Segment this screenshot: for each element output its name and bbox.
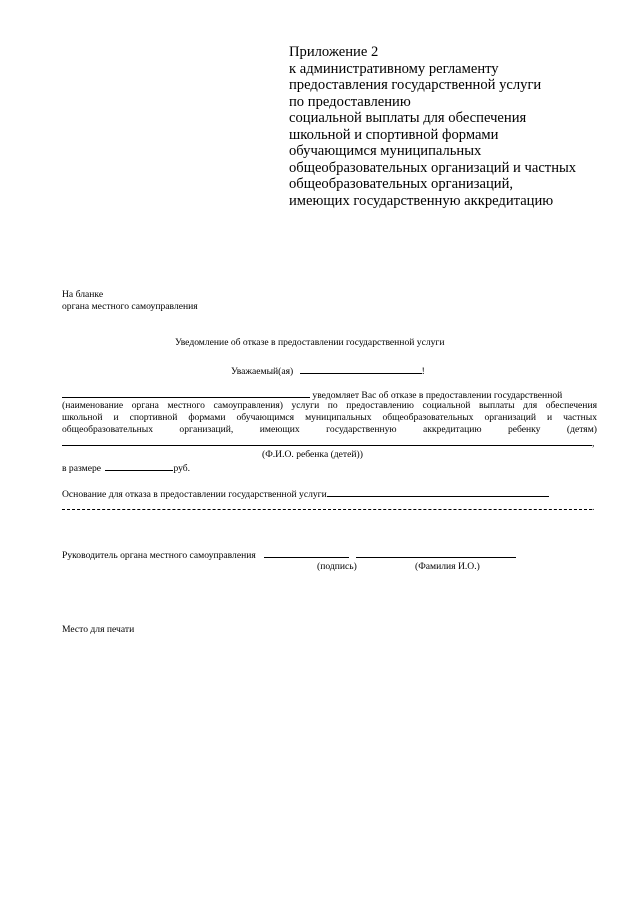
signature-label: Руководитель органа местного самоуправления	[62, 550, 256, 561]
blank-note-line: На бланке	[62, 289, 104, 300]
appendix-line: к административному регламенту	[289, 60, 499, 77]
appendix-line: предоставления государственной услуги	[289, 77, 542, 93]
notice-title: Уведомление об отказе в предоставлении государственной услуги	[175, 337, 445, 348]
appendix-header	[289, 44, 576, 209]
child-name-caption: (Ф.И.О. ребенка (детей))	[262, 449, 363, 460]
greeting-exclamation: !	[421, 366, 425, 377]
reason-end: .	[592, 502, 595, 513]
appendix-line: социальной выплаты для обеспечения	[289, 110, 527, 126]
appendix-line: общеобразовательных организаций,	[289, 176, 514, 192]
full-name-field[interactable]	[356, 548, 516, 558]
greeting-line	[231, 364, 425, 378]
amount-label: в размере	[62, 463, 102, 474]
reason-line	[62, 487, 549, 501]
reason-field[interactable]	[327, 487, 549, 497]
appendix-line: обучающимся муниципальных	[289, 143, 482, 159]
reason-line-2	[62, 500, 594, 514]
body-line-4: общеобразовательных организаций, имеющих государственную аккредитацию ребенку (детям)	[62, 424, 597, 435]
authority-name-field[interactable]	[62, 388, 310, 398]
reason-continuation-field[interactable]	[62, 500, 592, 510]
signature-line	[62, 548, 516, 562]
reason-label: Основание для отказа в предоставлении государственной услуги	[62, 489, 327, 500]
body-line-3: школьной и спортивной формами обучающимся муниципальных общеобразовательных организаций и частных	[62, 412, 597, 423]
amount-line	[62, 461, 190, 475]
amount-field[interactable]	[105, 461, 173, 471]
signature-field[interactable]	[264, 548, 349, 558]
appendix-line: имеющих государственную аккредитацию	[289, 192, 554, 209]
appendix-line: по предоставлению	[289, 93, 411, 110]
child-name-comma: ,	[592, 438, 595, 449]
body-line-2: (наименование органа местного самоуправления) услуги по предоставлению социальной выплаты для обеспечения	[62, 400, 597, 411]
child-name-line	[62, 436, 594, 450]
full-name-caption: (Фамилия И.О.)	[415, 561, 480, 572]
blank-note-line: органа местного самоуправления	[62, 301, 198, 312]
appendix-line: общеобразовательных организаций и частных	[289, 159, 577, 176]
signature-caption: (подпись)	[317, 561, 357, 572]
recipient-name-field[interactable]	[300, 364, 422, 374]
greeting-text: Уважаемый(ая)	[231, 366, 294, 377]
appendix-line: Приложение 2	[289, 44, 379, 60]
body-line-1-text: уведомляет Вас об отказе в предоставлении государственной	[312, 390, 563, 401]
stamp-place: Место для печати	[62, 624, 135, 635]
appendix-line: школьной и спортивной формами	[289, 126, 499, 143]
blank-note	[62, 289, 198, 313]
amount-unit: руб.	[173, 463, 191, 474]
child-name-field[interactable]	[62, 436, 592, 446]
